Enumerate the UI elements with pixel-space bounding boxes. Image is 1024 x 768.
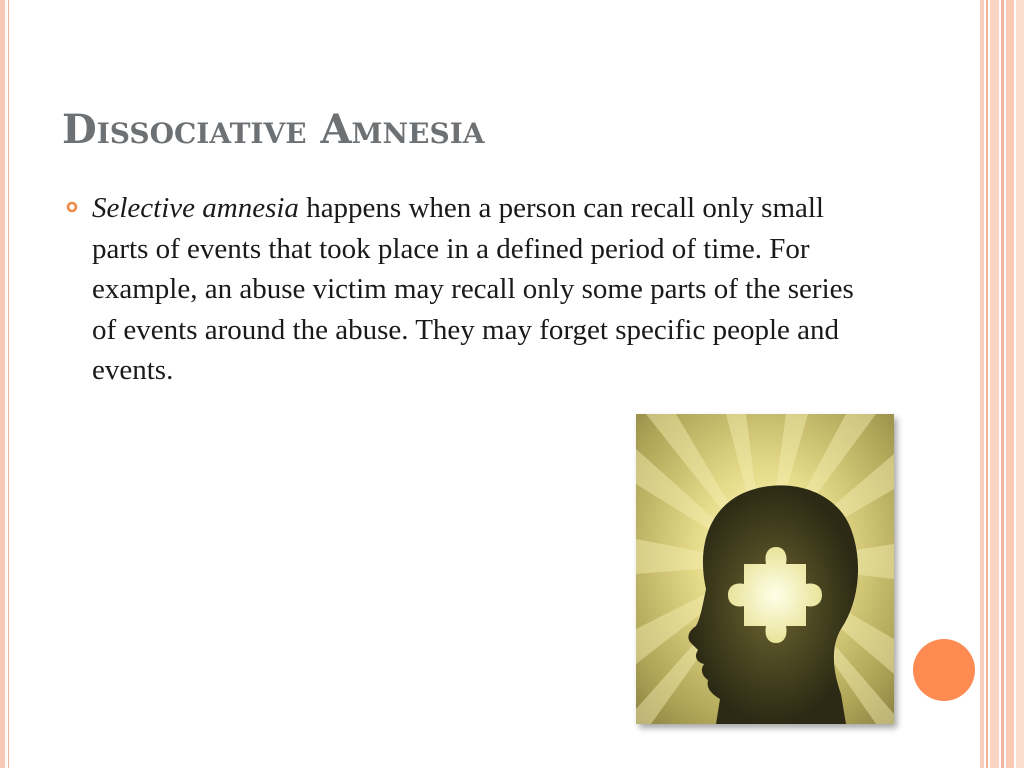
orange-circle-decoration [913, 639, 975, 701]
right-band-decoration [990, 0, 999, 768]
head-silhouette-puzzle-icon [636, 414, 894, 724]
right-band-decoration [1016, 0, 1024, 768]
bullet-body: happens when a person can recall only small parts of events that took place in a defined period of time. For example, an abuse victim may recall only some parts of the series of events around the abuse. They may forget specific people and events. [92, 192, 854, 386]
slide-title: Dissociative Amnesia [62, 106, 485, 153]
bullet-ring-icon [66, 201, 78, 213]
bullet-text [92, 188, 862, 391]
right-band-decoration [1006, 0, 1014, 768]
left-border-decoration [0, 0, 5, 768]
right-band-decoration [986, 0, 988, 768]
bullet-emphasis: Selective amnesia [92, 192, 299, 224]
right-band-decoration [1001, 0, 1004, 768]
right-band-decoration [980, 0, 984, 768]
left-border-line [8, 0, 9, 768]
